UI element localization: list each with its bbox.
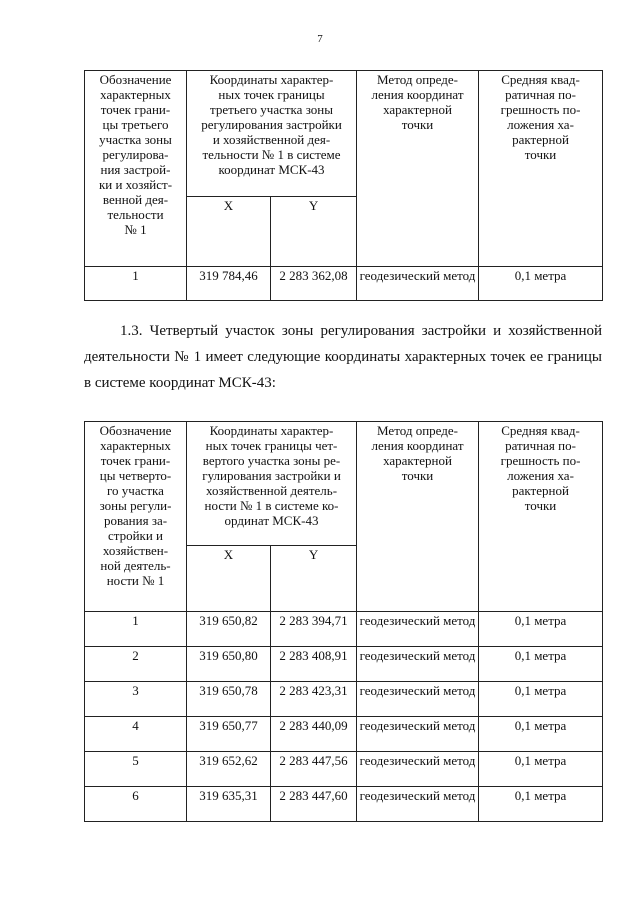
cell-point-number: 2: [85, 647, 187, 682]
cell-method: геодезический метод: [357, 787, 479, 822]
section-paragraph: [84, 318, 602, 396]
cell-x: 319 650,82: [187, 612, 271, 647]
cell-x: 319 635,31: [187, 787, 271, 822]
cell-x: 319 784,46: [187, 267, 271, 301]
table-row: [85, 612, 603, 647]
table-header-row: [85, 422, 603, 546]
cell-y: 2 283 394,71: [271, 612, 357, 647]
cell-x: 319 652,62: [187, 752, 271, 787]
cell-y: 2 283 408,91: [271, 647, 357, 682]
table-row: [85, 682, 603, 717]
header-method: Метод опреде- ления координат характерной точки: [357, 422, 479, 612]
cell-y: 2 283 440,09: [271, 717, 357, 752]
page-number: 7: [317, 33, 323, 45]
cell-x: 319 650,80: [187, 647, 271, 682]
cell-method: геодезический метод: [357, 682, 479, 717]
cell-x: 319 650,77: [187, 717, 271, 752]
table-row: [85, 752, 603, 787]
cell-point-number: 4: [85, 717, 187, 752]
table-row: [85, 267, 603, 301]
header-error: Средняя квад- ратичная по- грешность по- ложения ха- рактерной точки: [479, 422, 603, 612]
header-x: X: [187, 197, 271, 267]
cell-error: 0,1 метра: [479, 682, 603, 717]
cell-point-number: 1: [85, 267, 187, 301]
cell-y: 2 283 362,08: [271, 267, 357, 301]
header-coordinates: Координаты характер- ных точек границы чет- вертого участка зоны ре- гулирования застройки и хозяйственной деятель- ности № 1 в системе ко- ординат МСК-43: [187, 422, 357, 546]
cell-point-number: 5: [85, 752, 187, 787]
cell-error: 0,1 метра: [479, 717, 603, 752]
header-y: Y: [271, 197, 357, 267]
table-row: [85, 717, 603, 752]
cell-y: 2 283 447,56: [271, 752, 357, 787]
cell-method: геодезический метод: [357, 752, 479, 787]
header-coordinates: Координаты характер- ных точек границы третьего участка зоны регулирования застройки и хозяйственной дея- тельности № 1 в системе координат МСК-43: [187, 71, 357, 197]
cell-method: геодезический метод: [357, 267, 479, 301]
cell-error: 0,1 метра: [479, 787, 603, 822]
cell-error: 0,1 метра: [479, 752, 603, 787]
cell-error: 0,1 метра: [479, 647, 603, 682]
cell-y: 2 283 423,31: [271, 682, 357, 717]
paragraph-text: 1.3. Четвертый участок зоны регулирования застройки и хозяйственной деятельности № 1 имеет следующие координаты характерных точек ее границы в системе координат МСК-43:: [84, 323, 602, 391]
coordinates-table-third-section: [84, 70, 603, 301]
header-error: Средняя квад- ратичная по- грешность по- ложения ха- рактерной точки: [479, 71, 603, 267]
cell-point-number: 3: [85, 682, 187, 717]
cell-y: 2 283 447,60: [271, 787, 357, 822]
cell-method: геодезический метод: [357, 612, 479, 647]
table-header-row: [85, 71, 603, 197]
cell-x: 319 650,78: [187, 682, 271, 717]
cell-point-number: 6: [85, 787, 187, 822]
coordinates-table-fourth-section: [84, 421, 603, 822]
header-x: X: [187, 546, 271, 612]
cell-error: 0,1 метра: [479, 267, 603, 301]
table-row: [85, 787, 603, 822]
cell-method: геодезический метод: [357, 717, 479, 752]
cell-point-number: 1: [85, 612, 187, 647]
header-designation: Обозначение характерных точек грани- цы третьего участка зоны регулирова- ния застрой- ки и хозяйст- венной дея- тельности № 1: [85, 71, 187, 267]
table-row: [85, 647, 603, 682]
header-designation: Обозначение характерных точек грани- цы четверто- го участка зоны регули- рования за- стройки и хозяйствен- ной деятель- ности № 1: [85, 422, 187, 612]
header-y: Y: [271, 546, 357, 612]
header-method: Метод опреде- ления координат характерной точки: [357, 71, 479, 267]
cell-error: 0,1 метра: [479, 612, 603, 647]
cell-method: геодезический метод: [357, 647, 479, 682]
